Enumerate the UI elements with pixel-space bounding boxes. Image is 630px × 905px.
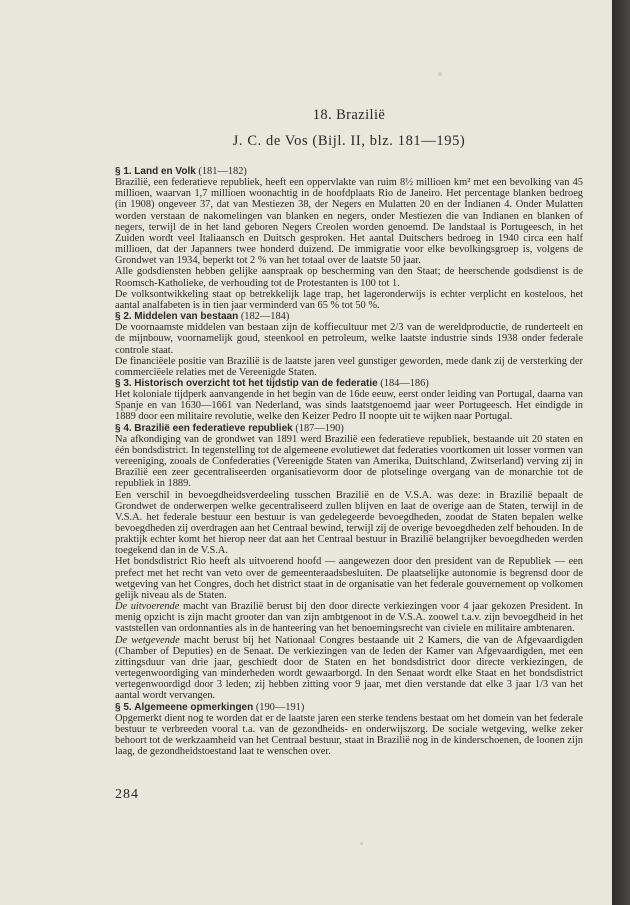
section-pages: (182—184) [240,311,290,323]
section-heading [115,378,583,389]
paper-spot [438,72,442,76]
paragraph: Opgemerkt dient nog te worden dat er de laatste jaren een sterke tendens bestaat om het domein van het federale bestuur te verbreeden vooral t.a. van de gezondheids- en onderwijszorg. De sociale wetgeving, welke zeker behoort tot de werkzaamheid van het Centraal bestuur, staat in Brazilië nog in de kinderschoenen, de loonen zijn laag, de gezondheidstoestand laat te wenschen over. [115,712,583,758]
section-title: Middelen van bestaan [134,311,239,323]
chapter-title: 18. Brazilië [312,107,386,123]
section-number: § 2. [115,311,132,323]
paragraph: De financiëele positie van Brazilië is de laatste jaren veel gunstiger geworden, mede dank zij de versterking der commerciëele relaties met de Vereenigde Staten. [115,355,583,378]
page-number: 284 [115,787,139,802]
executive-text: macht van Brazilië berust bij den door directe verkiezingen voor 4 jaar gekozen President. In menig opzicht is zijn macht grooter dan van zijn ambtgenoot in de V.S.A. zoowel t.a.v. zijn bevoegdheid in het vaststellen van ordonnanties als in de hanteering van het benoemingsrecht van civiele en militaire ambtenaren. [115,601,583,635]
section-pages: (190—191) [255,701,305,713]
paragraph: De voornaamste middelen van bestaan zijn de koffiecultuur met 2/3 van de wereldproductie, de runderteelt en de mijnbouw, voornamelijk goud, steenkool en petroleum, welke laatste industrie sinds 1938 onder federale controle staat. [115,322,583,356]
paragraph: Het koloniale tijdperk aanvangende in het begin van de 16de eeuw, eerst onder leiding van Portugal, daarna van Spanje en van 1630—1661 van Nederland, was sinds laatstgenoemd jaar weer Portugeesch. Het eindigde in 1889 door een militaire revolutie, welke den Keizer Pedro II noopte uit te wijken naar Portugal. [115,389,583,423]
section-heading [115,166,583,177]
section-title: Land en Volk [134,166,196,177]
section-pages: (187—190) [295,422,344,434]
legislative-term: De wetgevende [115,634,180,646]
section-number: § 3. [115,377,132,389]
legislative-text: macht berust bij het Nationaal Congres bestaande uit 2 Kamers, die van de Afgevaardigden (Chamber of Deputies) en de Senaat. De verkiezingen van de leden der Kamer van Afgevaardigden, met een zittingsduur van drie jaar, geschiedt door de Staten en het bondsdistrict door directe verkiezingen, de vertegenwoordiging van minderheden wordt gewaarborgd. In den Senaat wordt elke Staat en het bondsdistrict vertegenwoordigd door 3 leden; zij hebben zitting voor 9 jaar, met dien verstande dat elke 3 jaar 1/3 van het aantal wordt vervangen. [115,634,583,702]
section-title: Algemeene opmerkingen [134,701,254,713]
section-pages: (181—182) [198,166,247,177]
section-number: § 1. [115,166,132,177]
paragraph: Het bondsdistrict Rio heeft als uitvoerend hoofd — aangewezen door den president van de Republiek — een prefect met het recht van veto over de gemeenteraadsbesluiten. De plaatselijke autonomie is begrensd door de wetgeving van het Congres, doch het district staat in de organisatie van het federale gouvernement op volkomen gelijk niveau als de Staten. [115,556,583,601]
paragraph: Alle godsdiensten hebben gelijke aanspraak op bescherming van den Staat; de heerschende godsdienst is de Roomsch-Katholieke, de verhouding tot de Protestanten is 100 tot 1. [115,266,583,289]
page-text [115,106,583,757]
section-title: Historisch overzicht tot het tijdstip van de federatie [134,377,378,389]
section-heading [115,311,583,322]
section-pages: (184—186) [380,377,429,389]
paragraph: Een verschil in bevoegdheidsverdeeling tusschen Brazilië en de V.S.A. was deze: in Brazilië bepaalt de Grondwet de onderwerpen welke gecentraliseerd zullen blijven en laat de overige aan de Staten, terwijl in de V.S.A. het federale bestuur een bestuur is van gedelegeerde bevoegdheden, zoodat de Staten bepalen welke bevoegdheden zij overdragen aan het Centraal bewind, terwijl zij de overige bevoegdheden zelf behouden. In de praktijk echter komt het hierop neer dat aan het Centraal bestuur in Brazilië belangrijker bevoegdheden werden toegekend dan in de V.S.A. [115,489,583,557]
paragraph: Na afkondiging van de grondwet van 1891 werd Brazilië een federatieve republiek, bestaande uit 20 staten en één bondsdistrict. In tegenstelling tot de algemeene evolutiewet dat federaties voortkomen uit losser vormen van vereeniging, zooals de Confederaties (Vereenigde Staten van Amerika, Duitschland, Zwitserland) verving zij in Brazilië een zeer gecentraliseerden organisatievorm door de plotselinge overgang van de monarchie tot de republiek in 1889. [115,433,583,490]
paragraph-legislative [115,635,583,702]
author-line: J. C. de Vos (Bijl. II, blz. 181—195) [232,133,466,149]
section-title: Brazilië een federatieve republiek [134,422,293,434]
paragraph: De volksontwikkeling staat op betrekkelijk lage trap, het lageronderwijs is echter verplicht en kosteloos, het aantal analfabeten is in tien jaar verminderd van 65 % tot 50 %. [115,288,583,311]
paragraph-executive [115,601,583,634]
section-number: § 5. [115,701,132,713]
paper-spot [360,842,363,845]
paragraph: Brazilië, een federatieve republiek, heeft een oppervlakte van ruim 8½ millioen km² met een bevolking van 45 millioen, waarvan 1,7 millioen woonachtig in de hoofdplaats Rio de Janeiro. Het percentage blanken bedroeg (in 1908) ongeveer 37, dat van Mestiezen 38, der Negers en Mulatten 20 en der Indianen 4. Onder Mulatten worden verstaan de nakomelingen van blanken en negers, onder Mestiezen die van Indianen en blanken of negers, terwijl de in het land geboren Negers Creolen worden genoemd. De landstaal is Portugeesch, in het Zuiden wordt veel Italiaansch en Duitsch gesproken. Het aantal Duitschers bedroeg in 1940 circa een half millioen, dat der Japanners twee honderd duizend. De immigratie voor elke bevolkingsgroep is, volgens de Grondwet van 1934, beperkt tot 2 % van het totaal over de laatste 50 jaar. [115,177,583,267]
section-number: § 4. [115,422,132,434]
book-edge [612,0,630,905]
executive-term: De uitvoerende [115,601,180,613]
section-heading [115,423,583,434]
section-heading [115,702,583,713]
